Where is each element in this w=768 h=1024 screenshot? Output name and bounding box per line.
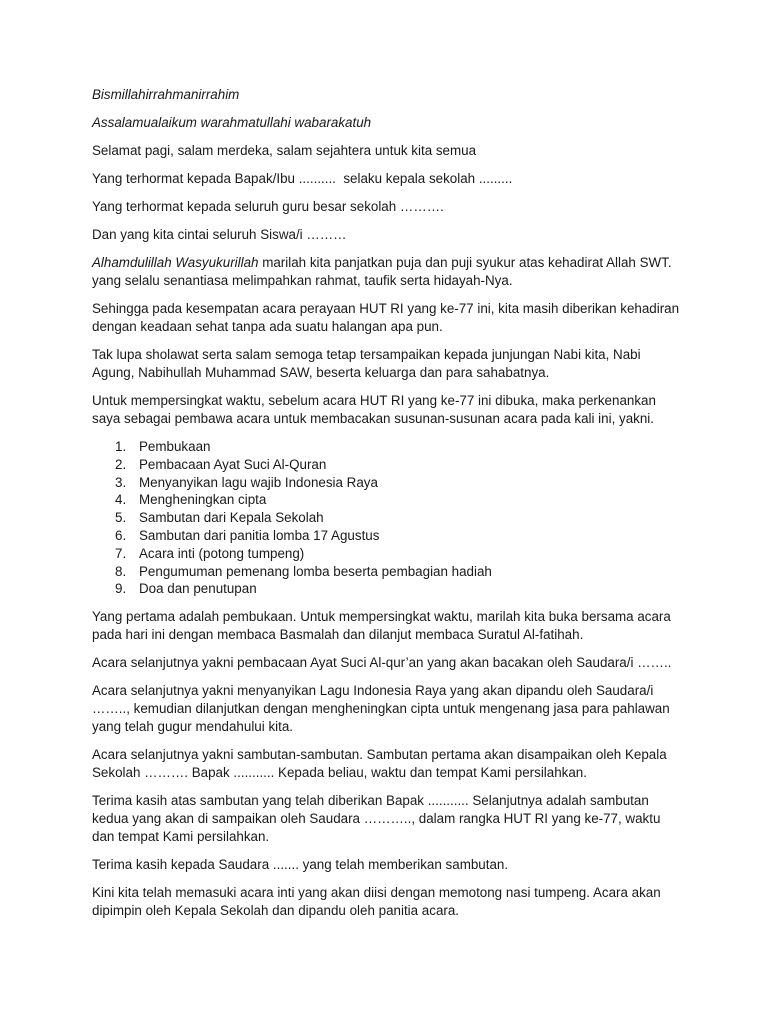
list-item-text: Pembukaan xyxy=(139,439,211,454)
greeting-salam: Assalamualaikum warahmatullahi wabarakatuh xyxy=(92,115,372,130)
greeting-morning: Selamat pagi, salam merdeka, salam sejahtera untuk kita semua xyxy=(92,143,477,158)
sholawat-paragraph: Tak lupa sholawat serta salam semoga tetap tersampaikan kepada junjungan Nabi kita, Nabi Agung, Nabihullah Muhammad SAW, beserta keluarga dan para sahabatnya. xyxy=(92,347,641,380)
list-item xyxy=(92,474,682,492)
thanks-saudara-paragraph: Terima kasih kepada Saudara ....... yang telah memberikan sambutan. xyxy=(92,857,509,873)
list-item xyxy=(92,563,682,581)
list-item xyxy=(92,456,682,474)
list-item-number: 2. xyxy=(115,456,127,472)
document-body xyxy=(92,86,682,930)
greeting-bismillah: Bismillahirrahmanirrahim xyxy=(92,87,240,102)
gratitude-rest: marilah kita panjatkan puja dan puji syukur atas kehadirat Allah SWT. yang selalu senantiasa melimpahkan rahmat, taufik serta hidayah-Nya. xyxy=(92,255,672,288)
list-item-number: 5. xyxy=(115,510,127,526)
list-item-number: 1. xyxy=(115,439,127,454)
list-item-text: Sambutan dari Kepala Sekolah xyxy=(139,510,324,526)
list-item xyxy=(92,491,682,509)
list-item-number: 4. xyxy=(115,492,127,508)
agenda-intro: Untuk mempersingkat waktu, sebelum acara HUT RI yang ke-77 ini dibuka, maka perkenankan saya sebagai pembawa acara untuk membacakan susunan-susunan acara pada kali ini, yakni. xyxy=(92,393,656,426)
opening-paragraph: Yang pertama adalah pembukaan. Untuk mempersingkat waktu, marilah kita buka bersama acara pada hari ini dengan membaca Basmalah dan dilanjut membaca Suratul Al-fatihah. xyxy=(92,609,671,643)
agenda-list xyxy=(92,438,682,598)
respect-principal: Yang terhormat kepada Bapak/Ibu .......... selaku kepala sekolah ......... xyxy=(92,171,513,186)
list-item-text: Doa dan penutupan xyxy=(139,581,257,597)
list-item xyxy=(92,580,682,598)
list-item-number: 6. xyxy=(115,527,127,543)
gratitude-paragraph xyxy=(92,254,682,290)
main-event-paragraph: Kini kita telah memasuki acara inti yang akan diisi dengan memotong nasi tumpeng. Acara akan dipimpin oleh Kepala Sekolah dan dipandu oleh panitia acara. xyxy=(92,885,661,919)
list-item-text: Sambutan dari panitia lomba 17 Agustus xyxy=(139,527,380,543)
speeches-paragraph: Acara selanjutnya yakni sambutan-sambutan. Sambutan pertama akan disampaikan oleh Kepala Sekolah ………. Bapak ........... Kepada beliau, waktu dan tempat Kami persilahkan. xyxy=(92,747,667,781)
list-item-number: 9. xyxy=(115,581,127,597)
list-item-text: Mengheningkan cipta xyxy=(139,492,267,508)
respect-students: Dan yang kita cintai seluruh Siswa/i ……… xyxy=(92,227,347,242)
list-item-text: Menyanyikan lagu wajib Indonesia Raya xyxy=(139,474,378,490)
list-item-text: Pengumuman pemenang lomba beserta pembagian hadiah xyxy=(139,563,492,579)
occasion-paragraph: Sehingga pada kesempatan acara perayaan HUT RI yang ke-77 ini, kita masih diberikan kehadiran dengan keadaan sehat tanpa ada suatu halangan apa pun. xyxy=(92,301,680,334)
gratitude-italic: Alhamdulillah Wasyukurillah xyxy=(92,255,259,270)
list-item xyxy=(92,509,682,527)
anthem-paragraph: Acara selanjutnya yakni menyanyikan Lagu Indonesia Raya yang akan dipandu oleh Saudara/i …….., kemudian dilanjutkan dengan mengheningkan cipta untuk mengenang jasa para pahlawan yang telah gugur mendahului kita. xyxy=(92,683,670,735)
list-item xyxy=(92,438,682,456)
list-item-text: Acara inti (potong tumpeng) xyxy=(139,545,305,561)
thanks-bapak-paragraph: Terima kasih atas sambutan yang telah diberikan Bapak ........... Selanjutnya adalah sambutan kedua yang akan di sampaikan oleh Saudara ……….., dalam rangka HUT RI yang ke-77, waktu dan tempat Kami persilahkan. xyxy=(92,793,661,845)
list-item-text: Pembacaan Ayat Suci Al-Quran xyxy=(139,456,327,472)
list-item-number: 8. xyxy=(115,563,127,579)
list-item-number: 3. xyxy=(115,474,127,490)
respect-teachers: Yang terhormat kepada seluruh guru besar sekolah ………. xyxy=(92,199,444,214)
quran-reading-paragraph: Acara selanjutnya yakni pembacaan Ayat Suci Al-qur’an yang akan bacakan oleh Saudara/i …….. xyxy=(92,655,672,671)
list-item-number: 7. xyxy=(115,545,127,561)
list-item xyxy=(92,527,682,545)
list-item xyxy=(92,545,682,563)
